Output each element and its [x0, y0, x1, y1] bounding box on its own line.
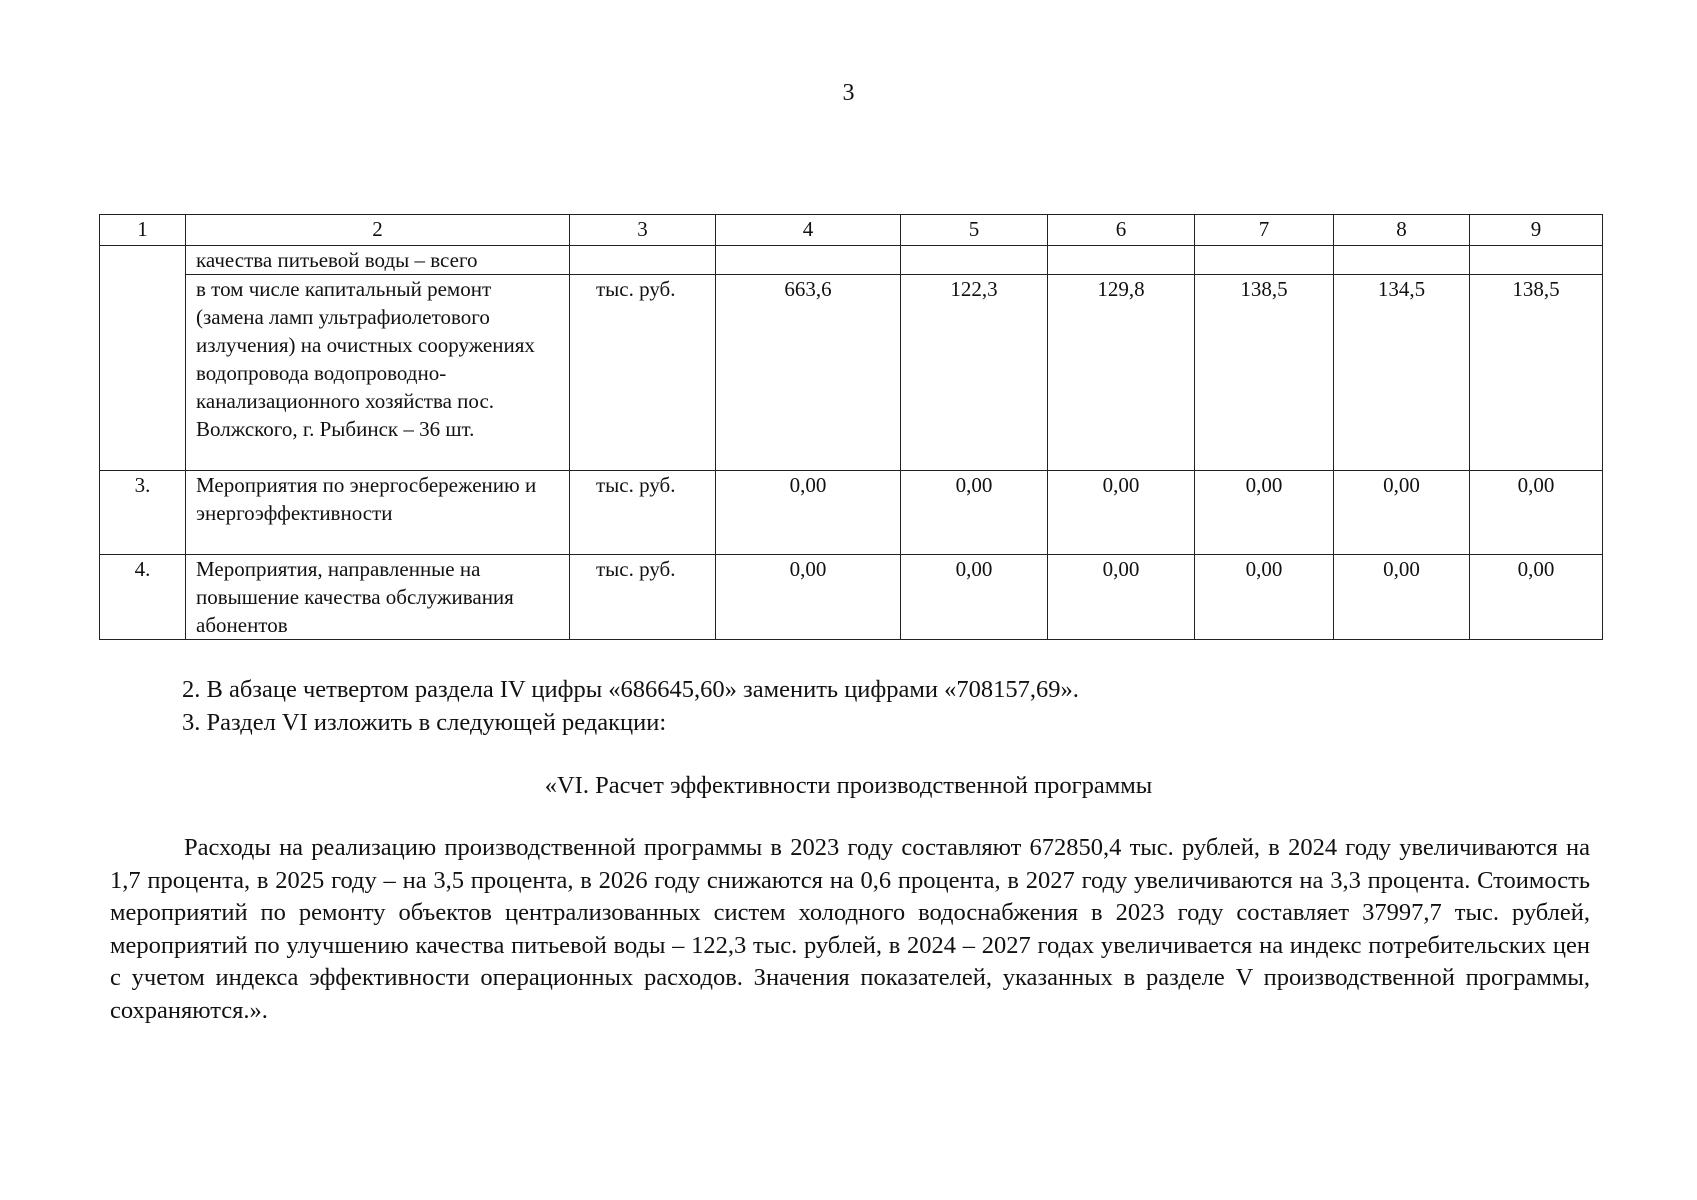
- column-header: 5: [901, 215, 1048, 246]
- row-unit: тыс. руб.: [570, 275, 716, 471]
- row-value: 0,00: [1195, 471, 1334, 555]
- row-name: качества питьевой воды – всего: [186, 246, 570, 275]
- table-header-row: [100, 215, 1603, 246]
- row-value: 0,00: [1334, 471, 1470, 555]
- row-number: 4.: [100, 555, 186, 640]
- section-heading: «VI. Расчет эффективности производственной программы: [544, 772, 1153, 799]
- row-value: 0,00: [716, 555, 901, 640]
- page-number: 3: [842, 80, 855, 106]
- column-header: 3: [570, 215, 716, 246]
- row-value: 0,00: [901, 471, 1048, 555]
- row-value: [716, 246, 901, 275]
- body-paragraph: Расходы на реализацию производственной программы в 2023 году составляют 672850,4 тыс. рублей, в 2024 году увеличиваются на 1,7 процента, в 2025 году – на 3,5 процента, в 2026 году снижаются на 0,6 процента, в 2027 году увеличиваются на 3,3 процента. Стоимость мероприятий по ремонту объектов централизованных систем холодного водоснабжения в 2023 году составляет 37997,7 тыс. рублей, мероприятий по улучшению качества питьевой воды – 122,3 тыс. рублей, в 2024 – 2027 годах увеличивается на индекс потребительских цен с учетом индекса эффективности операционных расходов. Значения показателей, указанных в разделе V производственной программы, сохраняются.».: [110, 834, 1590, 1024]
- row-value: [1195, 246, 1334, 275]
- row-value: 0,00: [1195, 555, 1334, 640]
- row-name: в том числе капитальный ремонт (замена ламп ультрафиолетового излучения) на очистных сооружениях водопровода водопроводно-канализационного хозяйства пос. Волжского, г. Рыбинск – 36 шт.: [186, 275, 570, 471]
- row-value: 138,5: [1470, 275, 1603, 471]
- table-row: [100, 275, 1603, 471]
- row-value: 0,00: [1048, 471, 1195, 555]
- row-value: 0,00: [901, 555, 1048, 640]
- table-row: [100, 471, 1603, 555]
- column-header: 1: [100, 215, 186, 246]
- row-number: [100, 246, 186, 275]
- row-value: 663,6: [716, 275, 901, 471]
- row-number: 3.: [100, 471, 186, 555]
- row-unit: тыс. руб.: [570, 555, 716, 640]
- table-row: [100, 555, 1603, 640]
- row-unit: тыс. руб.: [570, 471, 716, 555]
- table-row: [100, 246, 1603, 275]
- row-value: [901, 246, 1048, 275]
- row-value: 138,5: [1195, 275, 1334, 471]
- row-number: [100, 275, 186, 471]
- row-value: [1334, 246, 1470, 275]
- row-value: 0,00: [1048, 555, 1195, 640]
- column-header: 8: [1334, 215, 1470, 246]
- row-value: 0,00: [1470, 471, 1603, 555]
- row-value: 0,00: [716, 471, 901, 555]
- program-table: [99, 214, 1603, 640]
- amendment-item-3: 3. Раздел VI изложить в следующей редакции:: [182, 709, 667, 736]
- column-header: 2: [186, 215, 570, 246]
- row-value: 0,00: [1334, 555, 1470, 640]
- row-value: 129,8: [1048, 275, 1195, 471]
- row-value: 134,5: [1334, 275, 1470, 471]
- row-value: 0,00: [1470, 555, 1603, 640]
- row-value: 122,3: [901, 275, 1048, 471]
- row-value: [1470, 246, 1603, 275]
- row-name: Мероприятия по энергосбережению и энергоэффективности: [186, 471, 570, 555]
- row-unit: [570, 246, 716, 275]
- column-header: 7: [1195, 215, 1334, 246]
- row-name: Мероприятия, направленные на повышение качества обслуживания абонентов: [186, 555, 570, 640]
- column-header: 9: [1470, 215, 1603, 246]
- amendment-item-2: 2. В абзаце четвертом раздела IV цифры «686645,60» заменить цифрами «708157,69».: [182, 676, 1079, 703]
- column-header: 6: [1048, 215, 1195, 246]
- column-header: 4: [716, 215, 901, 246]
- row-value: [1048, 246, 1195, 275]
